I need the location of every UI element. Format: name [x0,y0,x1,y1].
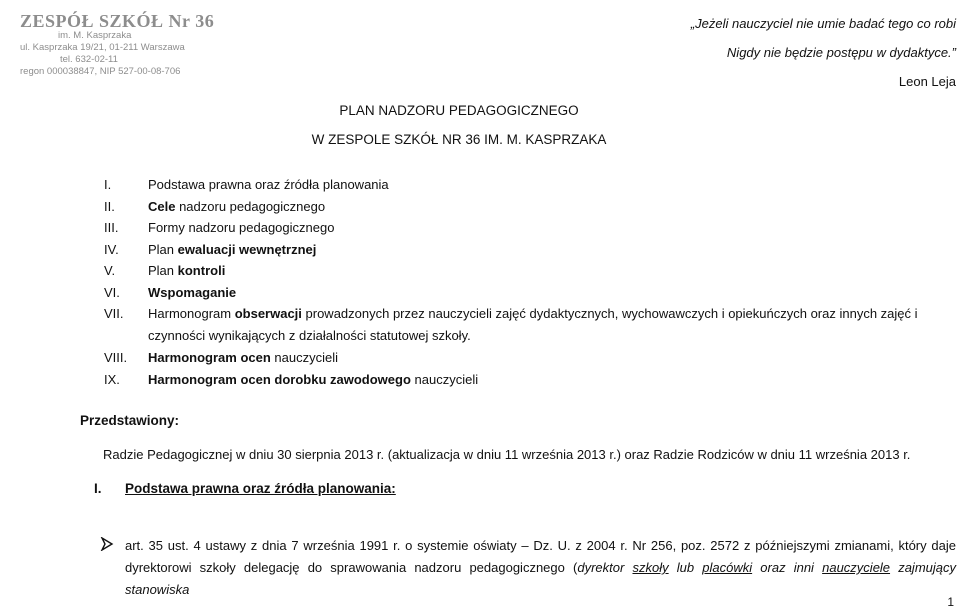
stamp-school-name: ZESPÓŁ SZKÓŁ Nr 36 [20,11,215,31]
toc-text [148,282,960,304]
toc-text-plain: nauczycieli [410,371,479,387]
school-stamp [20,12,220,78]
stamp-patron: im. M. Kasprzaka [58,30,132,41]
toc-text-bold: kontroli [177,263,226,278]
toc-item [104,282,960,304]
toc-text-bold: Harmonogram ocen [148,350,271,365]
table-of-contents [104,174,960,390]
document-title: PLAN NADZORU PEDAGOGICZNEGO [339,103,579,118]
toc-text-plain: Plan [148,263,178,278]
page-number: 1 [947,595,954,609]
toc-text-bold: Wspomaganie [148,284,237,300]
bullet-line-2 [125,557,956,601]
toc-text [148,239,960,261]
toc-number: V. [104,263,116,278]
bullet-text-italic: dyrektor [577,560,633,575]
stamp-address: ul. Kasprzaka 19/21, 01-211 Warszawa [20,42,185,53]
toc-text-plain: nadzoru pedagogicznego [175,198,326,214]
toc-number: VI. [104,284,120,300]
toc-text-plain: Harmonogram [148,306,235,321]
toc-item [104,260,960,282]
motto-author: Leon Leja [898,74,956,89]
toc-text-bold: ewaluacji wewnętrznej [177,241,317,257]
motto-quote [691,14,956,101]
bullet-line-1: art. 35 ust. 4 ustawy z dnia 7 września 1991 r. o systemie oświaty – Dz. U. z 2004 r. Nr 256, poz. 2572 z późniejszymi zmianami, który daje [125,538,956,553]
toc-number: IV. [104,241,119,257]
bullet-text [125,535,956,601]
bullet-text-italic: lub [668,560,703,575]
bullet-paragraph [100,535,956,601]
toc-text [148,217,960,239]
toc-text [148,369,960,391]
toc-number: IX. [104,371,120,387]
toc-item [104,196,960,218]
toc-number: III. [104,220,119,235]
toc-item [104,303,960,347]
toc-text-plain: nauczycieli [270,350,339,365]
stamp-ids: regon 000038847, NIP 527-00-08-706 [20,66,181,77]
stamp-phone: tel. 632-02-11 [60,54,118,65]
toc-text-plain: Formy nadzoru pedagogicznego [148,220,335,235]
toc-text [148,347,960,369]
toc-number: II. [104,198,115,214]
toc-text [148,196,960,218]
bullet-text-italic: oraz inni [752,560,823,575]
bullet-text-plain: dyrektorowi szkoły delegację do sprawowania nadzoru pedagogicznego ( [125,560,578,575]
bullet-text-italic-underlined: nauczyciele [822,560,891,575]
toc-item [104,239,960,261]
bullet-text-italic-underlined: szkoły [632,560,669,575]
toc-text-bold: Cele [148,198,176,214]
toc-text [148,174,960,196]
motto-line-1: „Jeżeli nauczyciel nie umie badać tego co robi [690,16,956,31]
toc-text-bold: Harmonogram ocen dorobku zawodowego [148,371,411,387]
bullet-text-italic-underlined: placówki [702,560,753,575]
toc-text-bold: obserwacji [234,306,302,321]
toc-text-plain: Plan [148,241,178,257]
toc-item [104,347,960,369]
toc-number: VII. [104,306,124,321]
section-title: Podstawa prawna oraz źródła planowania: [125,481,396,496]
toc-number: I. [104,177,112,192]
toc-text-plain: prowadzonych przez nauczycieli zajęć dydaktycznych, wychowawczych i opiekuńczych oraz innych zajęć i czynności wynikających z działalności statutowej szkoły. [148,306,918,343]
toc-text [148,303,960,347]
arrow-bullet-icon [100,537,114,551]
section-number: I. [94,481,102,496]
toc-text-plain: Podstawa prawna oraz źródła planowania [148,177,389,192]
bullet-text-italic: zajmujący stanowiska [125,560,956,597]
toc-text [148,260,960,282]
toc-item [104,369,960,391]
toc-item [104,217,960,239]
motto-line-2: Nigdy nie będzie postępu w dydaktyce.” [726,45,956,60]
presented-label: Przedstawiony: [80,413,180,428]
toc-number: VIII. [104,350,128,365]
presented-text: Radzie Pedagogicznej w dniu 30 sierpnia 2013 r. (aktualizacja w dniu 11 września 2013 r.) oraz Radzie Rodziców w dniu 11 września 2013 r. [103,447,911,462]
document-subtitle: W ZESPOLE SZKÓŁ NR 36 IM. M. KASPRZAKA [311,132,607,147]
section-heading [94,481,396,496]
toc-item [104,174,960,196]
